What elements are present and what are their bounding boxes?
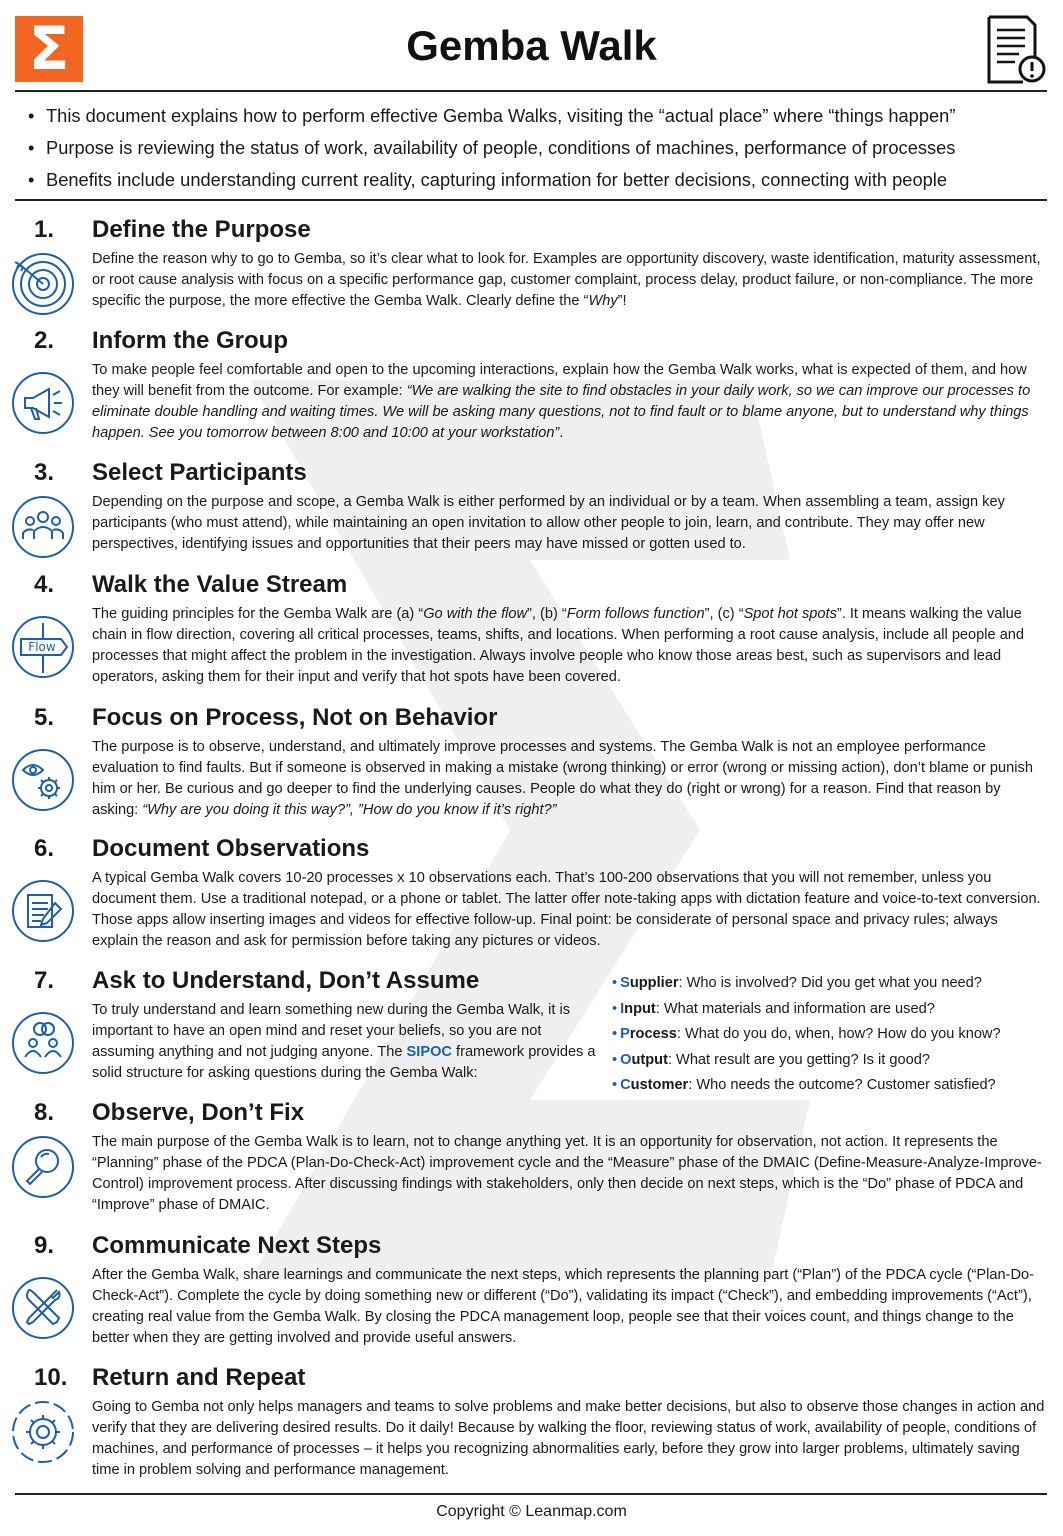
sipoc-supplier: • Supplier: Who is involved? Did you get what you need? <box>612 971 1001 997</box>
step-number: 3. <box>34 459 55 486</box>
tools-icon <box>11 1276 75 1340</box>
step-body: A typical Gemba Walk covers 10-20 processes x 10 observations each. That’s 100-200 observations that you will not remember, unless you document them. Use a traditional notepad, or a phone or tablet. The latter offer note-taking apps with dictation feature and voice-to-text conversion. Those apps allow inserting images and videos for effective follow-up. Final point: be considerate of personal space and privacy rules; always explain the reason and ask for permission before taking any pictures or videos. <box>92 870 1041 949</box>
step-title: Walk the Value Stream <box>92 571 348 598</box>
magnifier-icon <box>11 1135 75 1199</box>
sipoc-list <box>612 971 1001 1099</box>
intro-item: • Purpose is reviewing the status of work, availability of people, conditions of machines, performance of processes <box>28 132 1053 164</box>
eye-gear-icon <box>11 748 75 812</box>
intro-item: • This document explains how to perform effective Gemba Walks, visiting the “actual place” where “things happen” <box>28 100 1053 132</box>
step-title: Focus on Process, Not on Behavior <box>92 704 498 731</box>
footer-divider <box>15 1493 1047 1495</box>
step-number: 1. <box>34 216 55 243</box>
step-title: Communicate Next Steps <box>92 1232 382 1259</box>
step-title: Document Observations <box>92 835 370 862</box>
gear-cycle-icon <box>11 1400 75 1464</box>
conversation-icon <box>11 1011 75 1075</box>
step-number: 8. <box>34 1099 55 1126</box>
step-body: Going to Gemba not only helps managers and teams to solve problems and make better decisions, but also to observe those changes in action and verify that they are delivering desired results. Do it daily! Because by walking the floor, reviewing status of work, availability of people, conditions of machines, and performance of processes – it helps you recognizing abnormalities early, before they grow into larger problems, ultimately saving time in problem solving and performance management. <box>92 1399 1045 1478</box>
step-number: 7. <box>34 967 55 994</box>
step-body: The purpose is to observe, understand, and ultimately improve processes and systems. The Gemba Walk is not an employee performance evaluation to find faults. But if someone is observed in making a mistake (wrong thinking) or error (wrong or missing action), don’t blame or punish him or her. Be curious and go deeper to find the underlying causes. People do what they do (right or wrong) for a reason. Find that reason by asking: “Why are you doing it this way?”, ”How do you know if it’s right?” <box>92 739 1033 818</box>
target-icon <box>11 252 75 316</box>
step-title: Ask to Understand, Don’t Assume <box>92 967 480 994</box>
step-number: 6. <box>34 835 55 862</box>
step-body: The main purpose of the Gemba Walk is to learn, not to change anything yet. It is an opportunity for observation, not action. It represents the “Planning” phase of the PDCA (Plan-Do-Check-Act) improvement cycle and the “Measure” phase of the DMAIC (Define-Measure-Analyze-Improve-Control) improvement process. After discussing findings with stakeholders, only then decide on next steps, which is the “Do” phase of PDCA and “Improve” phase of DMAIC. <box>92 1134 1042 1213</box>
step-body: The guiding principles for the Gemba Walk are (a) “Go with the flow”, (b) “Form follows function”, (c) “Spot hot spots”. It means walking the value chain in flow direction, covering all critical processes, teams, shifts, and locations. When performing a root cause analysis, include all people and processes that might affect the problem in the investigation. Always involve people who know those areas best, such as supervisors and lead operators, asking them for their input and verify that hot spots have been covered. <box>92 606 1025 685</box>
step-number: 4. <box>34 571 55 598</box>
step-title: Return and Repeat <box>92 1364 306 1391</box>
intro-list <box>28 100 1053 196</box>
sipoc-input: • Input: What materials and information are used? <box>612 997 1001 1023</box>
step-title: Select Participants <box>92 459 307 486</box>
sigma-logo: Σ <box>15 16 83 82</box>
step-title: Observe, Don’t Fix <box>92 1099 305 1126</box>
step-title: Inform the Group <box>92 327 288 354</box>
step-number: 2. <box>34 327 55 354</box>
page-title: Gemba Walk <box>406 22 657 69</box>
sipoc-process: • Process: What do you do, when, how? How do you know? <box>612 1022 1001 1048</box>
people-group-icon <box>11 495 75 559</box>
flow-signpost-icon <box>11 615 75 679</box>
step-body: After the Gemba Walk, share learnings and communicate the next steps, which represents the planning part (“Plan”) of the PDCA cycle (“Plan-Do-Check-Act”). Complete the cycle by doing something new or different (“Do”), validating its impact (“Check”), and embedding improvements (“Act”), creating real value from the Gemba Walk. By closing the PDCA management loop, people see that their voices count, and things change to the better when they are getting involved and provide useful answers. <box>92 1267 1035 1346</box>
step-body: Define the reason why to go to Gemba, so it’s clear what to look for. Examples are opportunity discovery, waste identification, maturity assessment, or root cause analysis with focus on a specific performance gap, customer complaint, process delay, product failure, or non-compliance. The more specific the purpose, the more effective the Gemba Walk. Clearly define the “Why”! <box>92 251 1041 309</box>
notepad-pen-icon <box>11 879 75 943</box>
step-body: Depending on the purpose and scope, a Gemba Walk is either performed by an individual or by a team. When assembling a team, assign key participants (who must attend), while maintaining an open invitation to allow other people to join, learn, and contribute. They may offer new perspectives, identifying issues and opportunities that their peers may have missed or gotten used to. <box>92 494 1005 552</box>
intro-item: • Benefits include understanding current reality, capturing information for better decisions, connecting with people <box>28 164 1053 196</box>
megaphone-icon <box>11 371 75 435</box>
header-divider <box>15 90 1047 92</box>
step-body: To make people feel comfortable and open to the upcoming interactions, explain how the Gemba Walk works, what is expected of them, and how they will benefit from the outcome. For example: “We are walking the site to find obstacles in your daily work, so we can improve our processes to eliminate double handling and waiting times. We will be asking many questions, not to find fault or to blame anyone, but to understand why things happen. See you tomorrow between 8:00 and 10:00 at your workstation”. <box>92 362 1031 441</box>
step-body: To truly understand and learn something new during the Gemba Walk, it is important to have an open mind and reset your beliefs, so you are not assuming anything and not judging anyone. The SIPOC framework provides a solid structure for asking questions during the Gemba Walk: <box>92 1002 596 1081</box>
sipoc-customer: • Customer: Who needs the outcome? Customer satisfied? <box>612 1073 1001 1099</box>
svg-text:Flow: Flow <box>28 640 56 654</box>
step-number: 10. <box>34 1364 68 1391</box>
copyright: Copyright © Leanmap.com <box>436 1503 627 1520</box>
step-number: 9. <box>34 1232 55 1259</box>
document-alert-icon <box>985 14 1047 84</box>
sipoc-output: • Output: What result are you getting? Is it good? <box>612 1048 1001 1074</box>
step-title: Define the Purpose <box>92 216 311 243</box>
step-number: 5. <box>34 704 55 731</box>
intro-divider <box>15 199 1047 201</box>
